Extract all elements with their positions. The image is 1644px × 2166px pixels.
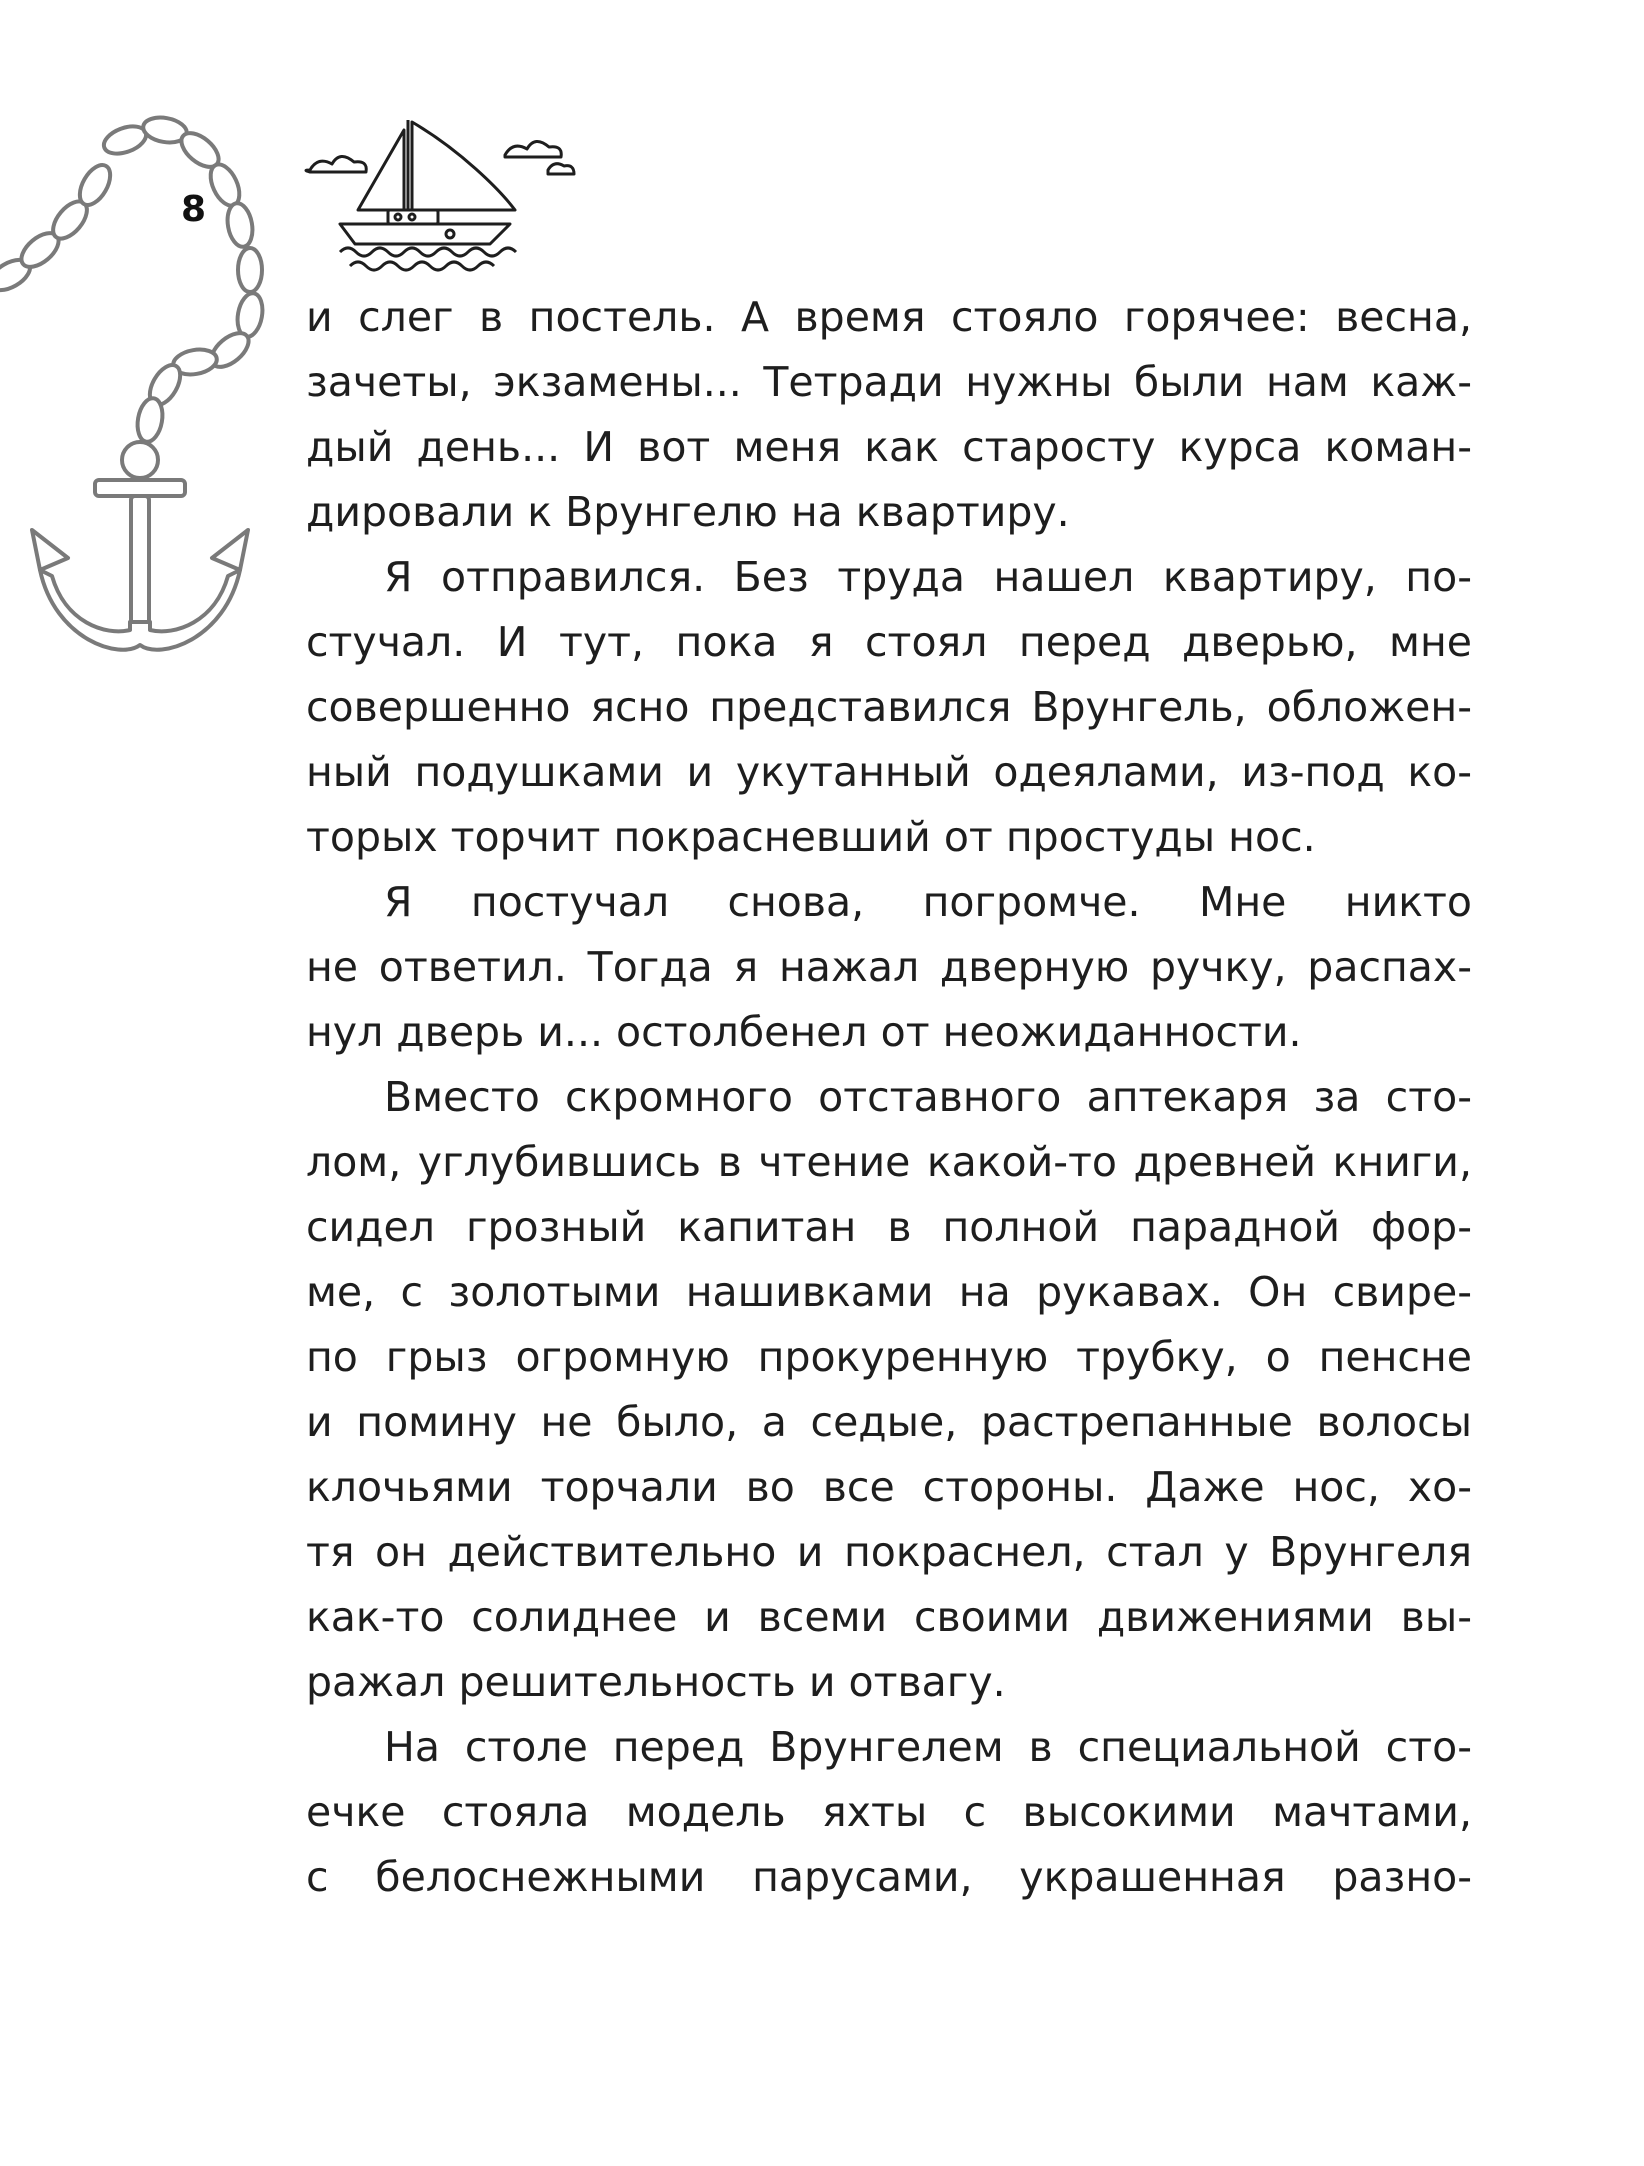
text-line: как-то солиднее и всеми своими движениями вы- [306,1593,1472,1641]
sailboat-icon [300,110,580,280]
text-line: клочьями торчали во все стороны. Даже нос, хо- [306,1463,1472,1511]
page-number: 8 [181,189,207,230]
text-line: стучал. И тут, пока я стоял перед дверью, мне [306,618,1472,666]
paragraph [306,285,1472,545]
paragraph [306,545,1472,870]
text-line: и помину не было, а седые, растрепанные волосы [306,1398,1472,1446]
paragraph [306,870,1472,1065]
text-line: ражал решительность и отвагу. [306,1658,1006,1706]
text-line: Я постучал снова, погромче. Мне никто [384,878,1472,926]
body-text [306,285,1472,1910]
text-line: лом, углубившись в чтение какой-то древней книги, [306,1138,1472,1186]
text-line: не ответил. Тогда я нажал дверную ручку, распах- [306,943,1472,991]
text-line: Я отправился. Без труда нашел квартиру, по- [384,553,1472,601]
chain-anchor-icon [0,100,320,660]
text-line: с белоснежными парусами, украшенная разно- [306,1853,1472,1901]
text-line: тя он действительно и покраснел, стал у Врунгеля [306,1528,1472,1576]
text-line: дировали к Врунгелю на квартиру. [306,488,1070,536]
text-line: сидел грозный капитан в полной парадной фор- [306,1203,1472,1251]
text-line: Вместо скромного отставного аптекаря за сто- [384,1073,1472,1121]
paragraph [306,1715,1472,1910]
text-line: совершенно ясно представился Врунгель, обложен- [306,683,1472,731]
text-line: нул дверь и... остолбенел от неожиданности. [306,1008,1302,1056]
text-line: дый день... И вот меня как старосту курса коман- [306,423,1472,471]
text-line: зачеты, экзамены... Тетради нужны были нам каж- [306,358,1472,406]
text-line: ме, с золотыми нашивками на рукавах. Он свире- [306,1268,1472,1316]
text-line: и слег в постель. А время стояло горячее: весна, [306,293,1472,341]
text-line: На столе перед Врунгелем в специальной сто- [384,1723,1472,1771]
paragraph [306,1065,1472,1715]
text-line: по грыз огромную прокуренную трубку, о пенсне [306,1333,1472,1381]
text-line: ный подушками и укутанный одеялами, из-под ко- [306,748,1472,796]
text-line: ечке стояла модель яхты с высокими мачтами, [306,1788,1472,1836]
text-line: торых торчит покрасневший от простуды нос. [306,813,1316,861]
